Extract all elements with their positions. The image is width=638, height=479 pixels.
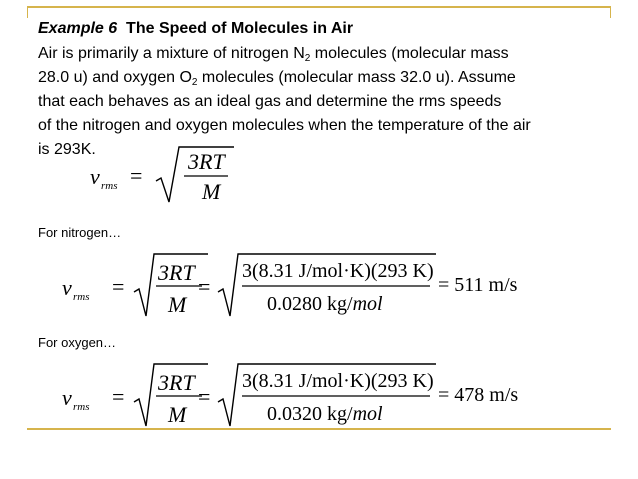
nitrogen-label: For nitrogen…: [38, 225, 122, 240]
nitrogen-result: = 511 m/s: [438, 274, 518, 296]
oxygen-result: = 478 m/s: [438, 384, 519, 406]
nitrogen-equation: v rms = 3RT M = 3(8.31 J/mol·K)(293 K) 0.0280 kg/mol = 511 m/s: [62, 250, 562, 322]
body-line-1: Air is primarily a mixture of nitrogen $N_2$ molecules (molecular mass: [38, 45, 509, 64]
nitrogen-numerator: 3(8.31 J/mol·K)(293 K): [242, 260, 434, 282]
oxygen-denominator: 0.0320 kg/mol: [267, 403, 383, 425]
top-border-rule: [27, 6, 611, 18]
formula-numerator: 3RT: [188, 149, 225, 174]
oxygen-numerator: 3(8.31 J/mol·K)(293 K): [242, 370, 434, 392]
body-line-2: 28.0 u) and oxygen $O_2$ molecules (molecular mass 32.0 u). Assume: [38, 69, 516, 88]
example-title: The Speed of Molecules in Air: [126, 20, 354, 37]
example-number: Example 6: [38, 20, 118, 37]
oxygen-label: For oxygen…: [38, 335, 117, 350]
oxygen-equation: v rms = 3RT M = 3(8.31 J/mol·K)(293 K) 0.0320 kg/mol = 478 m/s: [62, 360, 562, 432]
body-line-4: of the nitrogen and oxygen molecules when the temperature of the air: [38, 117, 531, 134]
body-line-3: that each behaves as an ideal gas and determine the rms speeds: [38, 93, 502, 110]
nitrogen-denominator: 0.0280 kg/mol: [267, 293, 383, 315]
body-line-5: is 293K.: [38, 141, 96, 158]
general-formula: v rms = 3RT M: [90, 145, 240, 207]
problem-statement: [38, 42, 598, 162]
slide-heading: [38, 20, 353, 38]
formula-denominator: M: [202, 179, 221, 204]
